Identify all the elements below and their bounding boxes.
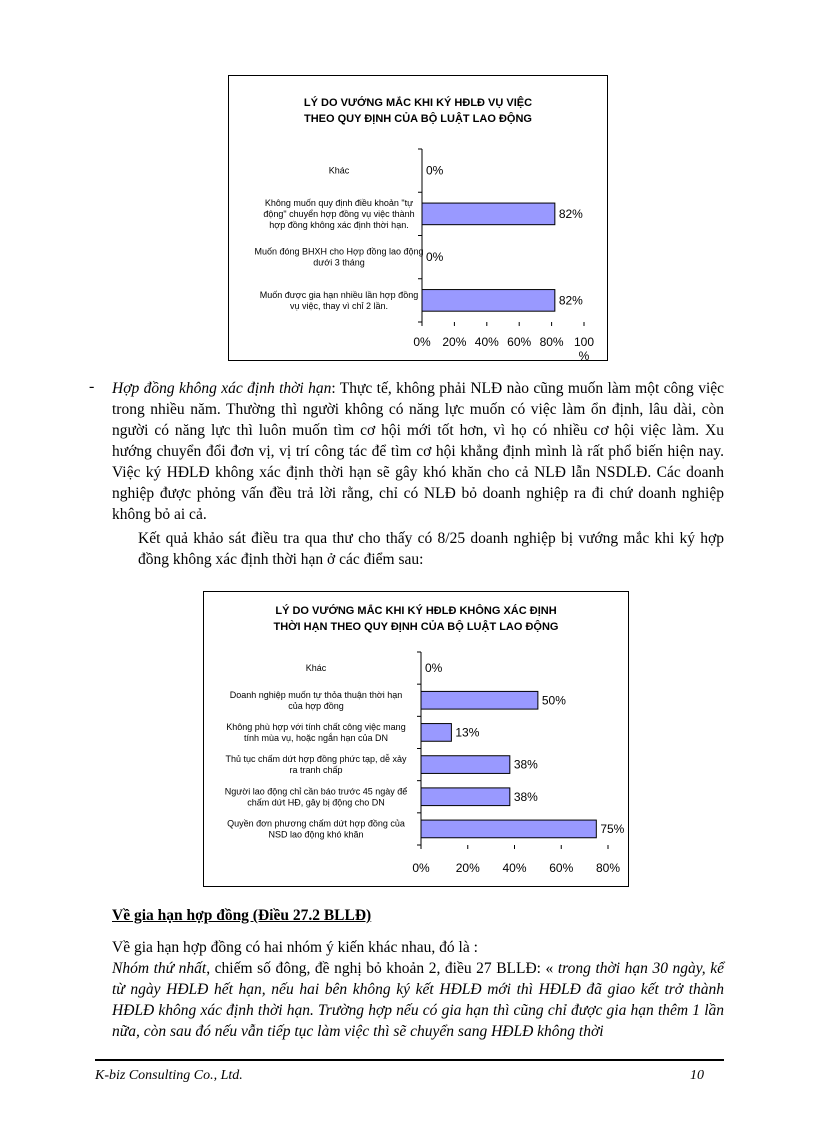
category-label: hợp đồng không xác định thời hạn. bbox=[269, 219, 409, 230]
bar bbox=[421, 788, 510, 806]
bar bbox=[422, 203, 555, 225]
group-one-quote: trong thời hạn 30 ngày, kể từ ngày HĐLĐ hết hạn, nếu hai bên không ký kết HĐLĐ mới thì HĐLĐ đã giao kết trở thành HĐLĐ không xác định thời hạn. Trường hợp nếu có gia hạn thì cũng chỉ được gia hạn thêm 1 lần nữa, còn sau đó nếu vẫn tiếp tục làm việc thì sẽ chuyển sang HĐLĐ không thời bbox=[112, 960, 724, 1040]
x-tick-label: 40% bbox=[474, 335, 499, 349]
bullet-indefinite-contract bbox=[89, 378, 725, 525]
data-label: 0% bbox=[426, 250, 444, 265]
category-label: chấm dứt HĐ, gây bị động cho DN bbox=[247, 797, 385, 808]
chart-indefinite-contract-reasons bbox=[203, 591, 629, 887]
bar bbox=[422, 290, 555, 312]
bullet-italic-term: Hợp đồng không xác định thời hạn bbox=[112, 380, 332, 397]
category-label: vụ việc, thay vì chỉ 2 lần. bbox=[289, 300, 389, 311]
chart-1-svg bbox=[229, 76, 607, 360]
data-label: 82% bbox=[558, 206, 583, 221]
x-tick-label: 100 bbox=[573, 335, 595, 349]
data-label: 50% bbox=[541, 693, 566, 708]
data-label: 13% bbox=[455, 725, 480, 740]
category-label: tính mùa vụ, hoặc ngắn hạn của DN bbox=[243, 732, 389, 743]
bar bbox=[421, 820, 596, 838]
bar bbox=[421, 756, 510, 774]
data-label: 38% bbox=[513, 789, 538, 804]
footer-rule bbox=[95, 1059, 724, 1061]
x-tick-label: 40% bbox=[502, 861, 527, 875]
x-tick-label: 0% bbox=[413, 335, 431, 349]
x-tick-label: 60% bbox=[549, 861, 574, 875]
category-label: Muốn đóng BHXH cho Hợp đồng lao động bbox=[254, 246, 424, 257]
data-label: 75% bbox=[600, 821, 625, 836]
x-tick-label: 0% bbox=[412, 861, 430, 875]
section-heading: Về gia hạn hợp đồng (Điều 27.2 BLLĐ) bbox=[112, 907, 372, 924]
bullet-body-text: : Thực tế, không phải NLĐ nào cũng muốn làm một công việc trong nhiều năm. Thường thì người không có năng lực muốn có việc làm ổn định, lâu dài, còn người có năng lực thì luôn muốn tìm cơ hội mới tốt hơn, vì họ có nhiều cơ hội việc làm. Xu hướng chuyển đổi đơn vị, vị trí công tác để tìm cơ hội khẳng định mình là rất phổ biến hiện nay. Việc ký HĐLĐ không xác định thời hạn sẽ gây khó khăn cho cả NLĐ lẫn NSDLĐ. Các doanh nghiệp được phỏng vấn đều trả lời rằng, chỉ có NLĐ bỏ doanh nghiệp ra đi chứ doanh nghiệp không bỏ ai cả. bbox=[112, 380, 725, 523]
bullet-paragraph bbox=[112, 378, 724, 525]
x-tick-label: 20% bbox=[455, 861, 480, 875]
category-label: Doanh nghiệp muốn tự thỏa thuận thời hạn bbox=[229, 689, 403, 700]
data-label: 0% bbox=[425, 661, 443, 676]
group-one-normal: , chiếm số đông, đề nghị bỏ khoản 2, điều 27 BLLĐ: « bbox=[206, 960, 558, 977]
chart-contract-task-reasons bbox=[228, 75, 608, 361]
category-label: Không phù hợp với tính chất công việc mang bbox=[226, 721, 406, 732]
x-tick-label: % bbox=[578, 349, 590, 360]
category-label: Khác bbox=[305, 663, 327, 674]
category-label: ra tranh chấp bbox=[289, 765, 343, 776]
category-label: Muốn được gia hạn nhiều lần hợp đồng bbox=[259, 289, 419, 300]
survey-paragraph: Kết quả khảo sát điều tra qua thư cho thấy có 8/25 doanh nghiệp bị vướng mắc khi ký hợp đồng không xác định thời hạn ở các điểm sau: bbox=[138, 530, 724, 568]
extension-group-one bbox=[112, 958, 724, 1042]
footer-page-number: 10 bbox=[690, 1068, 704, 1083]
category-label: động" chuyển hợp đồng vụ việc thành bbox=[263, 208, 415, 219]
category-label: Khác bbox=[328, 165, 350, 176]
footer-company: K-biz Consulting Co., Ltd. bbox=[95, 1068, 243, 1083]
x-tick-label: 20% bbox=[442, 335, 467, 349]
extension-intro: Về gia hạn hợp đồng có hai nhóm ý kiến khác nhau, đó là : bbox=[112, 939, 478, 956]
x-tick-label: 80% bbox=[595, 861, 621, 875]
category-label: Quyền đơn phương chấm dứt hợp đồng của bbox=[227, 818, 405, 829]
chart-title-line: THỜI HẠN THEO QUY ĐỊNH CỦA BỘ LUẬT LAO ĐỘNG bbox=[273, 621, 559, 633]
x-tick-label: 80% bbox=[539, 335, 564, 349]
bullet-dash: - bbox=[89, 378, 95, 395]
chart-title-line: THEO QUY ĐỊNH CỦA BỘ LUẬT LAO ĐỘNG bbox=[304, 113, 532, 125]
x-tick-label: 60% bbox=[507, 335, 532, 349]
group-one-lead: Nhóm thứ nhất bbox=[112, 960, 207, 977]
extension-section bbox=[112, 937, 724, 1042]
data-label: 38% bbox=[513, 757, 538, 772]
bar bbox=[421, 724, 451, 742]
category-label: Thủ tục chấm dứt hợp đồng phức tạp, dễ xảy bbox=[225, 754, 407, 765]
category-label: NSD lao động khó khăn bbox=[268, 829, 364, 840]
data-label: 0% bbox=[426, 163, 444, 178]
data-label: 82% bbox=[558, 293, 583, 308]
chart-2-svg bbox=[204, 592, 628, 886]
category-label: Người lao động chỉ cần báo trước 45 ngày để bbox=[224, 786, 408, 797]
bar bbox=[421, 691, 538, 709]
chart-title-line: LÝ DO VƯỚNG MẮC KHI KÝ HĐLĐ KHÔNG XÁC ĐỊNH bbox=[275, 605, 557, 617]
chart-title-line: LÝ DO VƯỚNG MẮC KHI KÝ HĐLĐ VỤ VIỆC bbox=[303, 97, 533, 109]
category-label: dưới 3 tháng bbox=[313, 257, 365, 268]
category-label: Không muốn quy định điều khoản "tự bbox=[264, 197, 414, 208]
category-label: của hợp đồng bbox=[288, 700, 344, 711]
